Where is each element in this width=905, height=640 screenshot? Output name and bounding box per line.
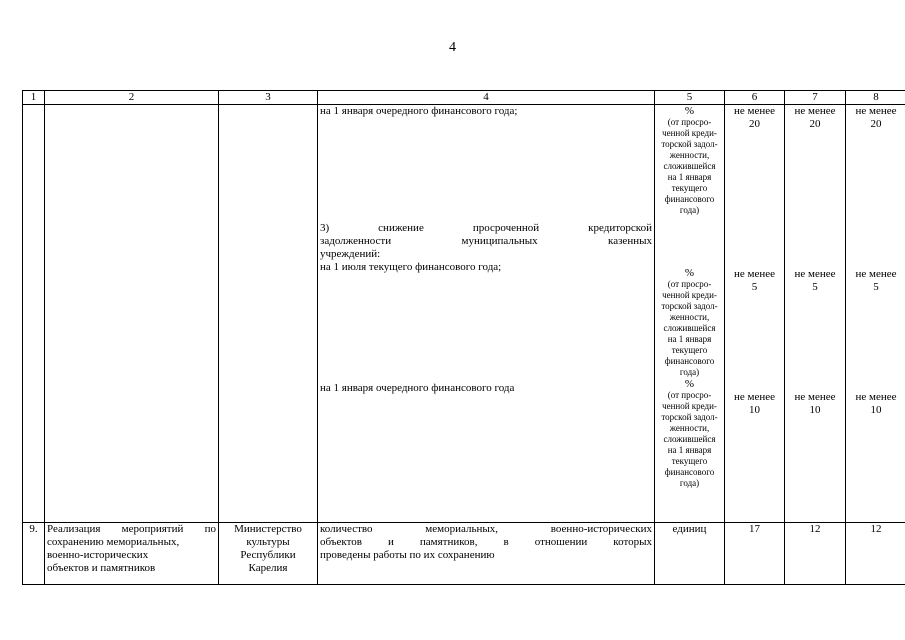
value-number: 5 — [873, 281, 879, 293]
header-cell: 5 — [655, 91, 725, 105]
page-number: 4 — [449, 40, 456, 55]
value-cell-col7 — [785, 105, 846, 523]
value-label: не менее — [794, 391, 836, 403]
indicator-item2-title — [320, 222, 652, 235]
continuation-row — [23, 105, 905, 523]
value-number: 20 — [809, 118, 821, 130]
value-cell-col7: 12 — [785, 523, 846, 585]
value-label: не менее — [794, 105, 836, 117]
header-row — [23, 91, 905, 105]
indicator-cell — [318, 105, 655, 523]
executor-line: Республики — [240, 549, 296, 561]
value-label: не менее — [855, 105, 897, 117]
indicators-table — [22, 90, 905, 585]
value-label: не менее — [794, 268, 836, 280]
title-word: снижение — [378, 222, 424, 234]
value-label: не менее — [733, 105, 775, 117]
value-number: 10 — [809, 404, 821, 416]
title-word: просроченной — [472, 222, 540, 234]
unit-note: (от просро- ченной креди- торской задол- женности, сложившейся на 1 января текущего финансового года) — [661, 117, 718, 215]
title-word: муниципальных — [461, 235, 538, 247]
num-cell — [23, 105, 45, 523]
event-line: военно-исторических — [47, 549, 149, 561]
indicator-item2-line2 — [320, 235, 652, 248]
event-line: Реализация мероприятий по — [47, 523, 216, 535]
value-label: не менее — [855, 268, 897, 280]
row-number: 9. — [23, 523, 45, 585]
indicator-item1: на 1 января очередного финансового года; — [320, 105, 518, 117]
value-label: не менее — [733, 268, 775, 280]
indicator-item2a: на 1 июля текущего финансового года; — [320, 261, 502, 273]
unit-note: (от просро- ченной креди- торской задол- женности, сложившейся на 1 января текущего финансового года) — [661, 390, 718, 488]
executor-line: Карелия — [248, 562, 288, 574]
header-cell: 1 — [23, 91, 45, 105]
executor-line: Министерство — [234, 523, 302, 535]
header-cell: 6 — [725, 91, 785, 105]
unit-percent: % — [684, 267, 695, 279]
header-cell: 8 — [846, 91, 905, 105]
value-label: не менее — [855, 391, 897, 403]
header-cell: 4 — [318, 91, 655, 105]
header-cell: 2 — [45, 91, 219, 105]
indicator-line: объектов и памятников, в отношении которых — [320, 536, 652, 548]
value-number: 10 — [870, 404, 882, 416]
title-word: задолженности — [320, 235, 392, 247]
value-number: 20 — [870, 118, 882, 130]
value-number: 10 — [749, 404, 760, 416]
value-cell-col6: 17 — [725, 523, 785, 585]
indicator-line: проведены работы по их сохранению — [320, 549, 495, 561]
value-label: не менее — [733, 391, 775, 403]
event-cell — [45, 105, 219, 523]
unit-cell: единиц — [655, 523, 725, 585]
executor-cell — [219, 523, 318, 585]
header-cell: 7 — [785, 91, 846, 105]
unit-cell — [655, 105, 725, 523]
value-number: 5 — [751, 281, 758, 293]
title-word: кредиторской — [588, 222, 652, 234]
title-word: казенных — [608, 235, 652, 247]
title-word: 3) — [320, 222, 330, 234]
indicator-cell — [318, 523, 655, 585]
value-number: 5 — [812, 281, 818, 293]
value-number: 20 — [749, 118, 760, 130]
executor-line: культуры — [246, 536, 290, 548]
indicator-item2b: на 1 января очередного финансового года — [320, 382, 515, 394]
event-line: объектов и памятников — [47, 562, 156, 574]
unit-percent: % — [684, 105, 695, 117]
value-cell-col6 — [725, 105, 785, 523]
header-cell: 3 — [219, 91, 318, 105]
indicator-item2-line3: учреждений: — [320, 248, 381, 260]
event-line: сохранению мемориальных, — [47, 536, 180, 548]
value-cell-col8 — [846, 105, 905, 523]
indicator-line: количество мемориальных, военно-исторических — [320, 523, 652, 535]
event-cell — [45, 523, 219, 585]
row-9 — [23, 523, 905, 585]
unit-note: (от просро- ченной креди- торской задол- женности, сложившейся на 1 января текущего финансового года) — [661, 279, 718, 377]
executor-cell — [219, 105, 318, 523]
unit-percent: % — [684, 378, 695, 390]
value-cell-col8: 12 — [846, 523, 905, 585]
